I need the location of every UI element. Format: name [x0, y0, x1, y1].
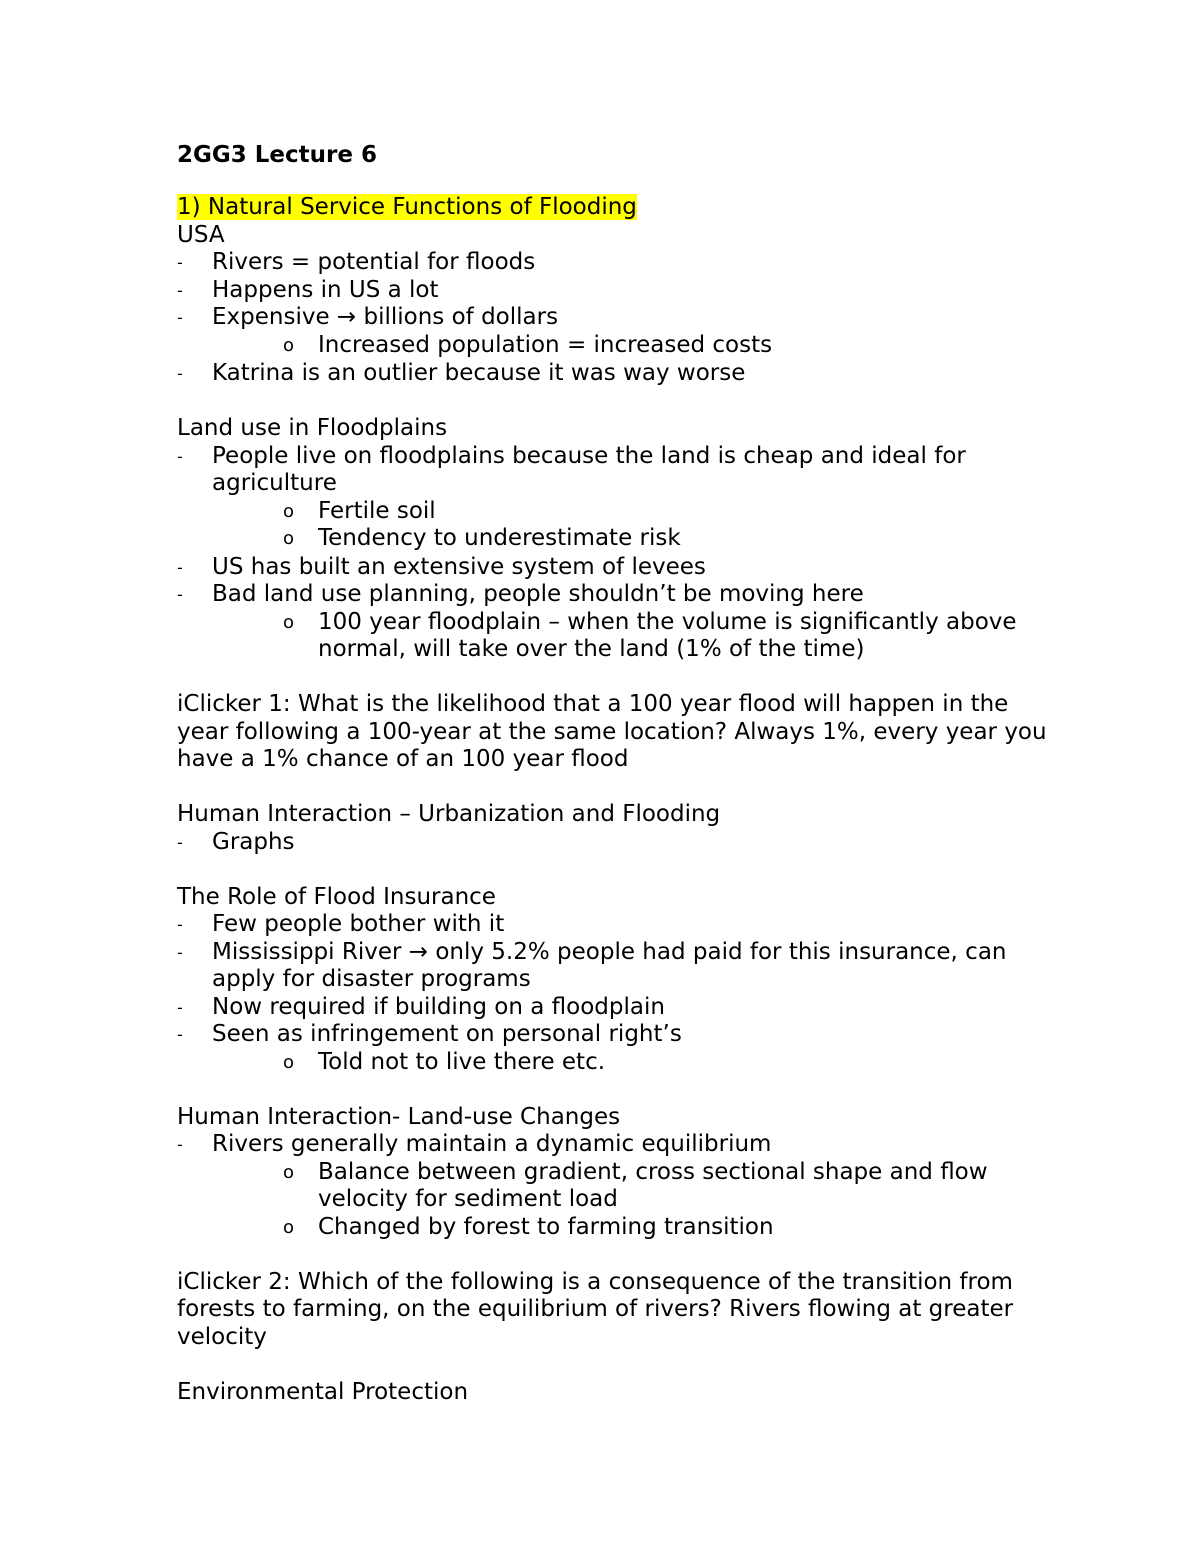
list-item: - Bad land use planning, people shouldn’t be moving here — [177, 581, 864, 607]
sub-list-item: o 100 year floodplain – when the volume is significantly above normal, will take over the land (1% of the time) — [283, 608, 1017, 662]
section-heading-land-use-changes: Human Interaction- Land-use Changes — [177, 1103, 621, 1130]
dash-bullet-icon: - — [177, 915, 183, 934]
circle-bullet-icon: o — [283, 1051, 295, 1073]
document-page — [177, 140, 1057, 1406]
section-heading-urbanization: Human Interaction – Urbanization and Flooding — [177, 801, 721, 827]
list-item: - Now required if building on a floodplain — [177, 993, 665, 1020]
list-item: - Mississippi River → only 5.2% people had paid for this insurance, can apply for disaster programs — [177, 938, 1007, 992]
dash-bullet-icon: - — [177, 280, 183, 300]
list-item: - Rivers = potential for floods — [177, 249, 536, 275]
circle-bullet-icon: o — [283, 1216, 295, 1238]
dash-bullet-icon: - — [177, 997, 183, 1017]
dash-bullet-icon: - — [177, 832, 183, 852]
circle-bullet-icon: o — [283, 334, 295, 356]
list-item: - Rivers generally maintain a dynamic equilibrium — [177, 1131, 772, 1157]
list-item: - Katrina is an outlier because it was way worse — [177, 360, 746, 386]
section-heading-natural-service — [177, 194, 1057, 222]
section-heading-flood-insurance: The Role of Flood Insurance — [177, 883, 496, 910]
subheading-usa: USA — [177, 221, 225, 248]
dash-bullet-icon: - — [177, 364, 183, 383]
sub-list-item: o Changed by forest to farming transition — [283, 1213, 774, 1240]
sub-list-item: o Balance between gradient, cross sectional shape and flow velocity for sediment load — [283, 1158, 988, 1212]
dash-bullet-icon: - — [177, 1135, 183, 1154]
dash-bullet-icon: - — [177, 1025, 183, 1044]
dash-bullet-icon: - — [177, 446, 183, 466]
list-item: - Few people bother with it — [177, 911, 505, 937]
list-item: - Happens in US a lot — [177, 276, 439, 303]
dash-bullet-icon: - — [177, 253, 183, 272]
sub-list-item: o Told not to live there etc. — [283, 1048, 606, 1075]
dash-bullet-icon: - — [177, 557, 183, 577]
page-title: 2GG3 Lecture 6 — [177, 142, 377, 168]
highlighted-heading: 1) Natural Service Functions of Flooding — [177, 194, 637, 220]
circle-bullet-icon: o — [283, 611, 295, 633]
section-heading-land-use: Land use in Floodplains — [177, 415, 448, 441]
list-item: - Graphs — [177, 828, 295, 855]
dash-bullet-icon: - — [177, 942, 183, 962]
sub-list-item: o Fertile soil — [283, 497, 436, 524]
sub-list-item: o Tendency to underestimate risk — [283, 525, 681, 551]
dash-bullet-icon: - — [177, 585, 183, 604]
sub-list-item: o Increased population = increased costs — [283, 331, 773, 358]
circle-bullet-icon: o — [283, 1161, 295, 1183]
list-item: - Expensive → billions of dollars — [177, 304, 559, 330]
list-item: - People live on floodplains because the land is cheap and ideal for agriculture — [177, 442, 966, 496]
list-item: - Seen as infringement on personal right’s — [177, 1021, 682, 1047]
iclicker-question-1: iClicker 1: What is the likelihood that a 100 year flood will happen in the year following a 100-year at the same location? Always 1%, every year you have a 1% chance of an 100 year flood — [177, 691, 1047, 772]
dash-bullet-icon: - — [177, 308, 183, 327]
circle-bullet-icon: o — [283, 500, 295, 522]
iclicker-question-2: iClicker 2: Which of the following is a consequence of the transition from forests to farming, on the equilibrium of rivers? Rivers flowing at greater velocity — [177, 1268, 1014, 1350]
circle-bullet-icon: o — [283, 528, 295, 549]
list-item: - US has built an extensive system of levees — [177, 553, 706, 580]
section-heading-environmental-protection: Environmental Protection — [177, 1378, 469, 1405]
